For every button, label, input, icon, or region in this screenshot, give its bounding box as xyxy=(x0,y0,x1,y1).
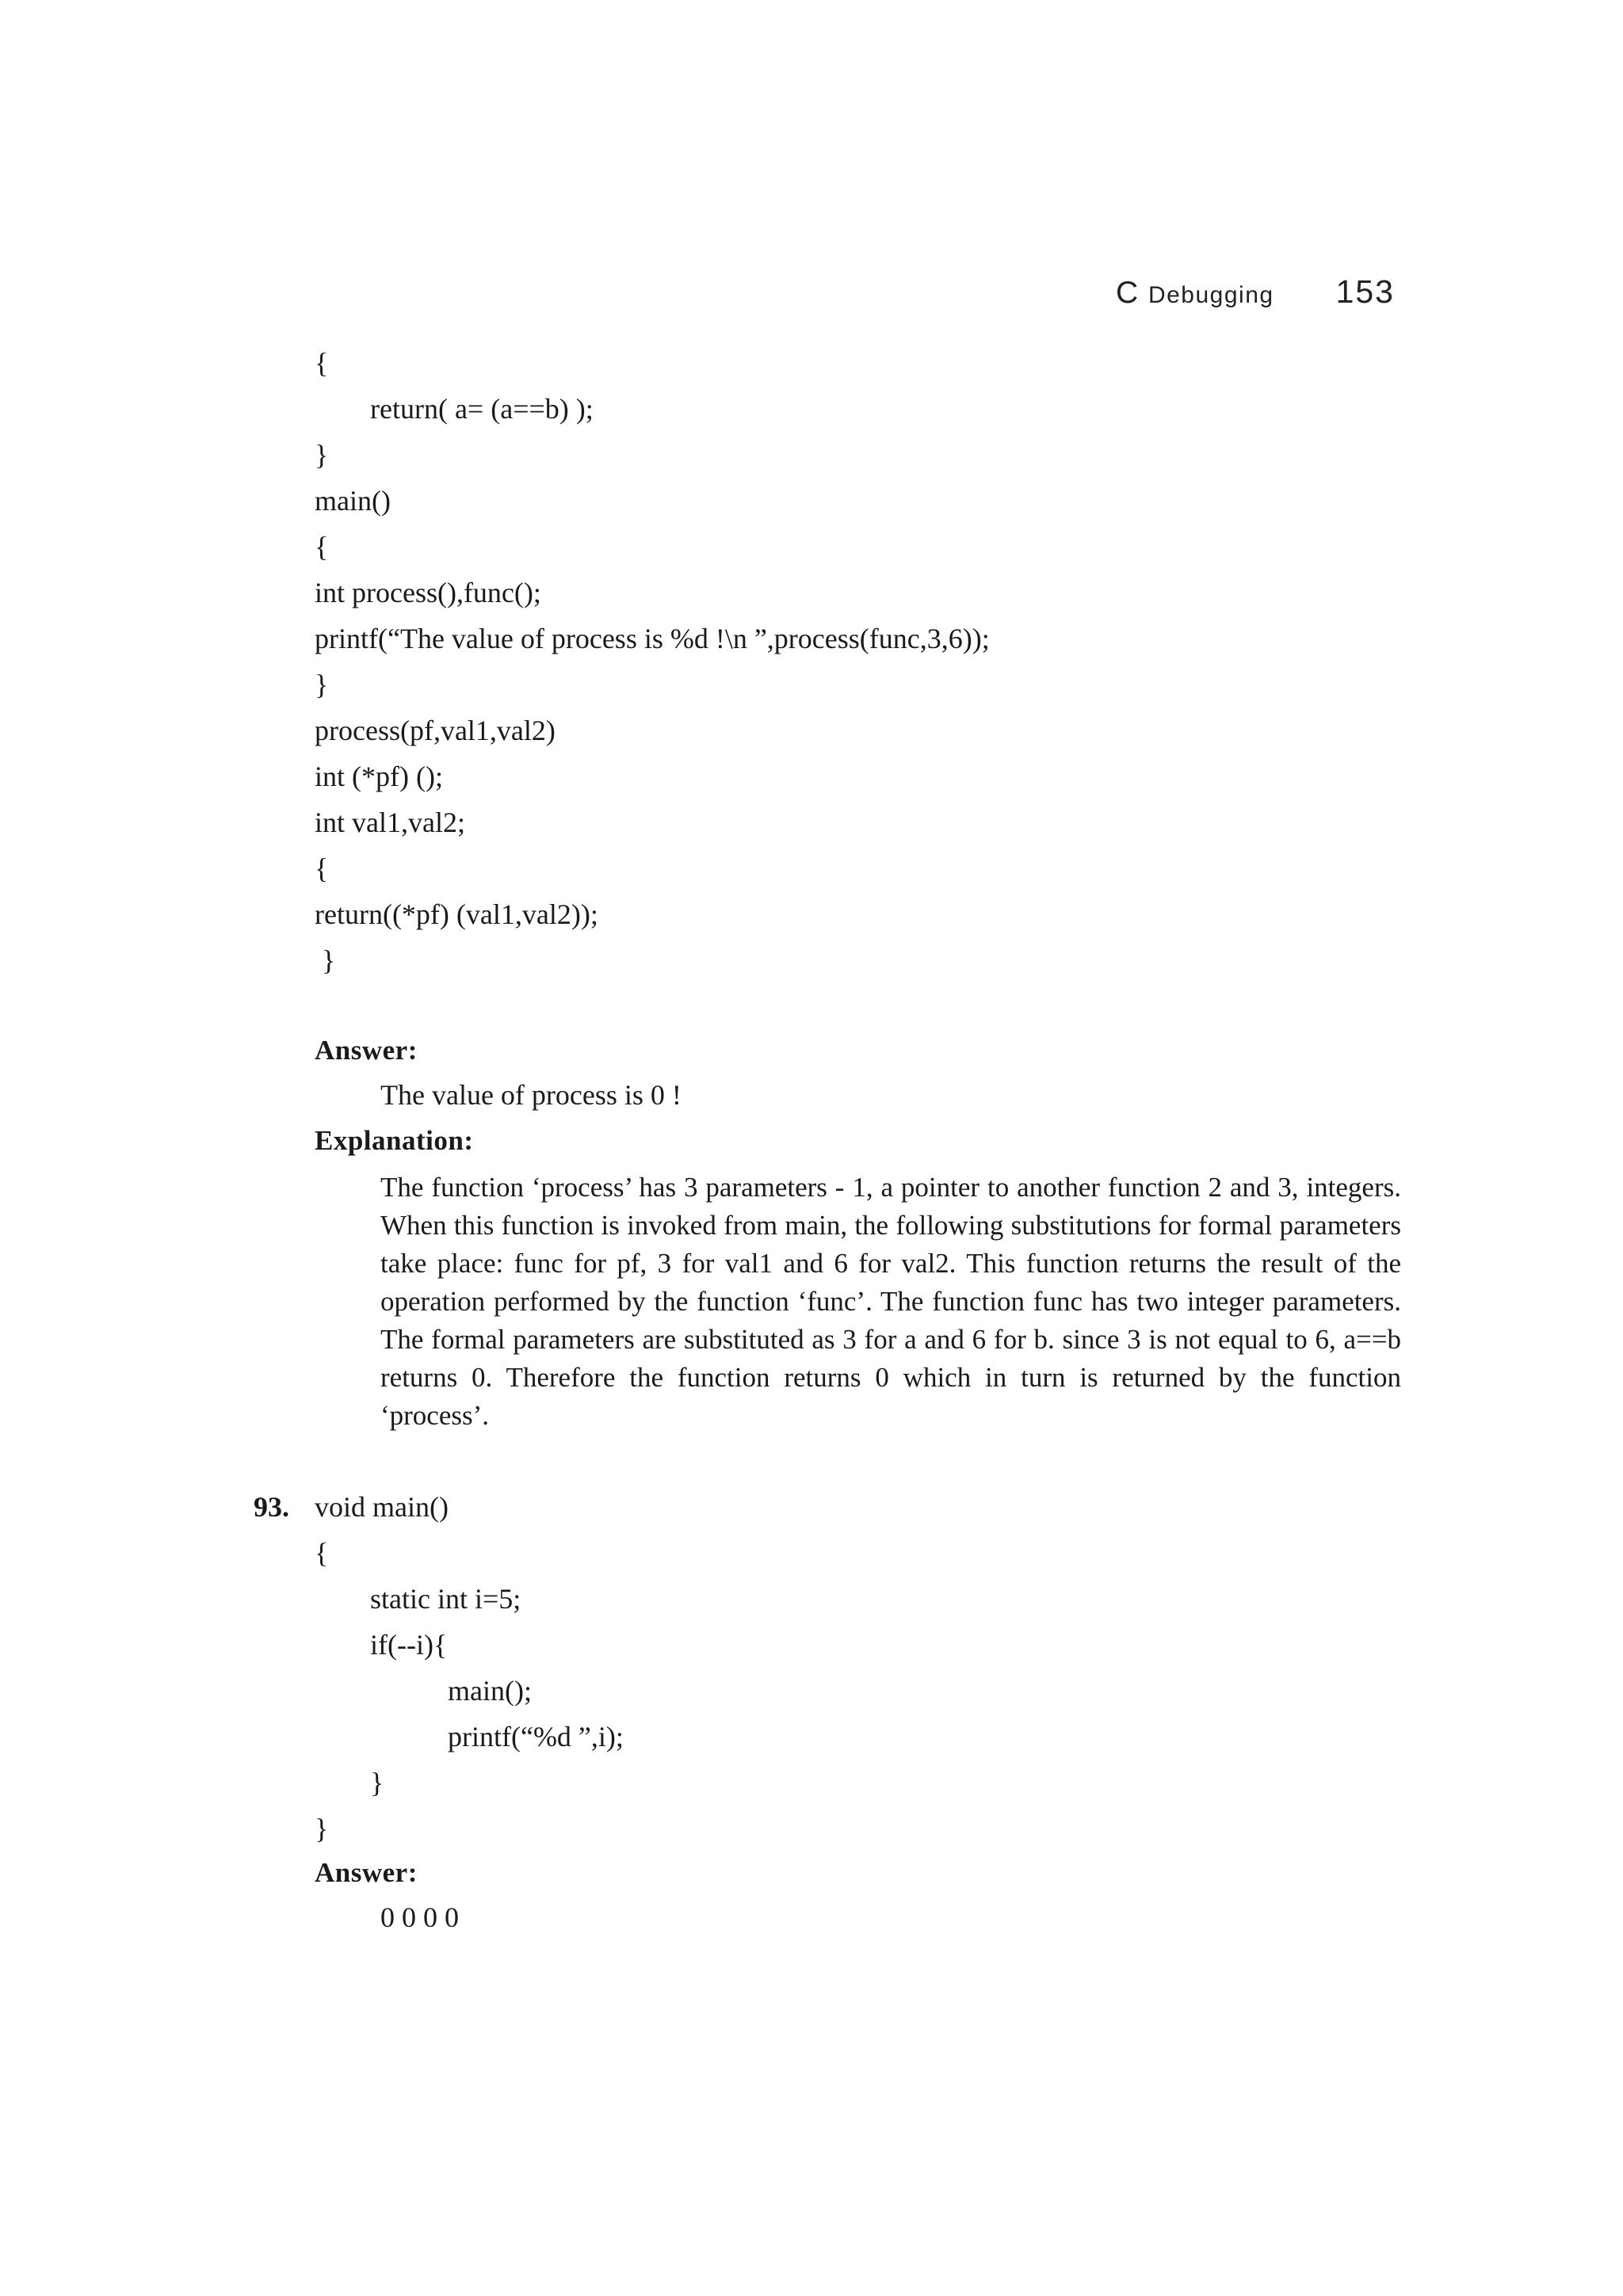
explanation-label: Explanation: xyxy=(315,1125,474,1156)
page-number: 153 xyxy=(1335,273,1395,310)
code-line: } xyxy=(315,669,329,700)
code-line: { xyxy=(315,1537,329,1569)
code-line: static int i=5; xyxy=(370,1583,521,1615)
code-line: } xyxy=(315,1813,329,1844)
code-line: if(--i){ xyxy=(370,1629,448,1661)
answer-label: Answer: xyxy=(315,1035,418,1066)
code-line: } xyxy=(370,1767,384,1798)
code-line: int process(),func(); xyxy=(315,577,541,608)
code-line: process(pf,val1,val2) xyxy=(315,715,556,746)
code-line: main() xyxy=(315,485,391,517)
chapter-title-rest: Debugging xyxy=(1148,282,1274,308)
code-line: return((*pf) (val1,val2)); xyxy=(315,898,598,930)
answer-text: 0 0 0 0 xyxy=(380,1901,459,1933)
code-line: void main() xyxy=(315,1491,449,1523)
explanation-paragraph: The function ‘process’ has 3 parameters - 1, a pointer to another function 2 and 3, integers. When this function is invoked from main, the following substitutions for formal parameters take place: func for pf, 3 for val1 and 6 for val2. This function returns the result of the operation performed by the function ‘func’. The function func has two integer parameters. The formal parameters are substituted as 3 for a and 6 for b. since 3 is not equal to 6, a==b returns 0. Therefore the function returns 0 which in turn is returned by the function ‘process’. xyxy=(380,1172,1401,1431)
code-line: { xyxy=(315,531,329,563)
running-head xyxy=(1116,273,1395,311)
code-line: } xyxy=(315,439,329,471)
code-line: int val1,val2; xyxy=(315,807,465,838)
code-line: } xyxy=(315,944,336,976)
code-line: { xyxy=(315,347,329,379)
chapter-title: C Debugging xyxy=(1115,276,1274,310)
code-line: printf(“The value of process is %d !\n ”,process(func,3,6)); xyxy=(315,623,990,654)
code-line: main(); xyxy=(448,1675,532,1707)
question-number: 93. xyxy=(254,1491,289,1523)
answer-label: Answer: xyxy=(315,1857,418,1888)
code-line: printf(“%d ”,i); xyxy=(448,1721,624,1753)
code-line: int (*pf) (); xyxy=(315,761,443,792)
code-line: return( a= (a==b) ); xyxy=(370,393,594,425)
answer-text: The value of process is 0 ! xyxy=(380,1079,682,1111)
code-line: { xyxy=(315,852,329,884)
